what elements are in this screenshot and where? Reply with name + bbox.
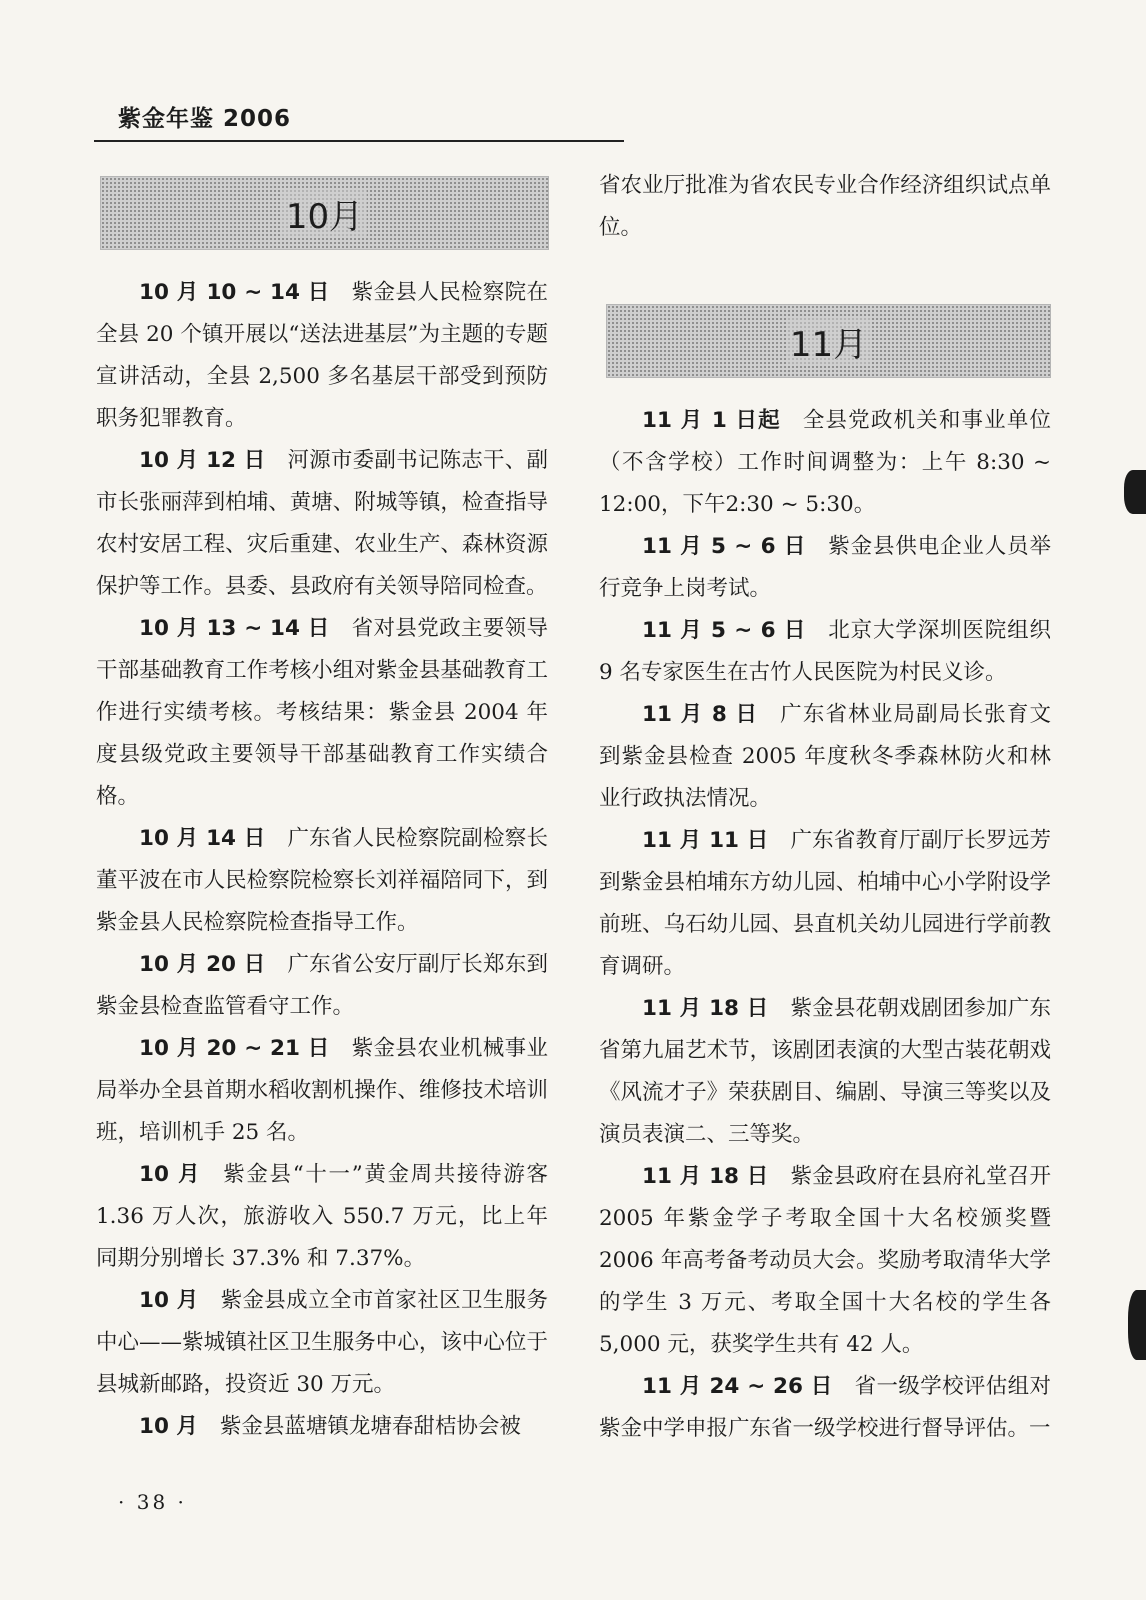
entry-date: 10 月 12 日 [139,448,266,473]
entry-text: 广东省公安厅副厅长郑东到紫金县检查监管看守工作。 [96,952,548,1019]
entry-text: 省对县党政主要领导干部基础教育工作考核小组对紫金县基础教育工作进行实绩考核。考核结果：紫金县 2004 年度县级党政主要领导干部基础教育工作实绩合格。 [96,616,548,809]
list-item [599,400,1051,526]
entry-date: 11 月 8 日 [642,702,759,727]
list-item [599,820,1051,988]
entry-date: 11 月 18 日 [642,1164,769,1189]
list-item [599,988,1051,1156]
entry-text: 紫金县政府在县府礼堂召开 2005 年紫金学子考取全国十大名校颁奖暨 2006 年高考备考动员大会。奖励考取清华大学的学生 3 万元、考取全国十大名校的学生各 5,000 元，获奖学生共有 42 人。 [599,1164,1051,1357]
right-column-november [599,400,1051,1450]
entry-text: 紫金县花朝戏剧团参加广东省第九届艺术节，该剧团表演的大型古装花朝戏《风流才子》荣获剧目、编剧、导演三等奖以及演员表演二、三等奖。 [599,996,1051,1147]
october-heading: 10月 [282,189,367,238]
entry-text: 河源市委副书记陈志干、副市长张丽萍到柏埔、黄塘、附城等镇，检查指导农村安居工程、灾后重建、农业生产、森林资源保护等工作。县委、县政府有关领导陪同检查。 [96,448,548,599]
entry-text: 紫金县蓝塘镇龙塘春甜桔协会被 [219,1414,521,1439]
entry-text: 广东省教育厅副厅长罗远芳到紫金县柏埔东方幼儿园、柏埔中心小学附设学前班、乌石幼儿园、县直机关幼儿园进行学前教育调研。 [599,828,1051,979]
entry-date: 10 月 [139,1162,202,1187]
list-item [599,526,1051,610]
entry-date: 11 月 5 ~ 6 日 [642,534,807,559]
list-item [96,944,548,1028]
right-column [599,165,1051,249]
scan-edge-mark [1124,470,1146,514]
entry-text: 紫金县“十一”黄金周共接待游客 1.36 万人次，旅游收入 550.7 万元，比上年同期分别增长 37.3% 和 7.37%。 [96,1162,549,1271]
list-item [96,440,548,608]
entry-text: 紫金县农业机械事业局举办全县首期水稻收割机操作、维修技术培训班，培训机手 25 名。 [96,1036,548,1145]
october-heading-box [100,176,549,250]
left-column [96,272,548,1448]
header-rule [94,140,624,142]
continuation-text: 省农业厅批准为省农民专业合作经济组织试点单位。 [599,173,1051,240]
list-item [96,608,548,818]
entry-date: 11 月 18 日 [642,996,769,1021]
list-item [96,1280,548,1406]
entry-date: 10 月 13 ~ 14 日 [139,616,330,641]
entry-text: 紫金县供电企业人员举行竞争上岗考试。 [599,534,1051,601]
entry-date: 11 月 5 ~ 6 日 [642,618,807,643]
list-item [96,818,548,944]
entry-date: 10 月 14 日 [139,826,266,851]
entry-text: 全县党政机关和事业单位（不含学校）工作时间调整为：上午 8:30 ~ 12:00，下午2:30 ~ 5:30。 [599,408,1051,517]
entry-date: 11 月 1 日起 [642,408,781,433]
entry-text: 广东省林业局副局长张育文到紫金县检查 2005 年度秋冬季森林防火和林业行政执法情况。 [599,702,1051,811]
entry-text: 北京大学深圳医院组织 9 名专家医生在古竹人民医院为村民义诊。 [599,618,1051,685]
list-item [96,1028,548,1154]
entry-date: 10 月 20 日 [139,952,266,977]
november-heading: 11月 [786,317,871,366]
list-item [599,694,1051,820]
entry-date: 11 月 24 ~ 26 日 [642,1374,833,1399]
entry-text: 紫金县人民检察院在全县 20 个镇开展以“送法进基层”为主题的专题宣讲活动，全县 2,500 多名基层干部受到预防职务犯罪教育。 [96,280,548,431]
list-item [96,1154,548,1280]
entry-date: 10 月 10 ~ 14 日 [139,280,330,305]
entry-date: 10 月 20 ~ 21 日 [139,1036,330,1061]
entry-text: 省一级学校评估组对紫金中学申报广东省一级学校进行督导评估。一 [599,1374,1051,1441]
entry-date: 11 月 11 日 [642,828,769,853]
list-item [599,1366,1051,1450]
entry-text: 紫金县成立全市首家社区卫生服务中心——紫城镇社区卫生服务中心，该中心位于县城新邮路，投资近 30 万元。 [96,1288,548,1397]
entry-text: 广东省人民检察院副检察长董平波在市人民检察院检察长刘祥福陪同下，到紫金县人民检察院检查指导工作。 [96,826,548,935]
scan-edge-mark [1128,1290,1146,1360]
november-heading-box [606,304,1051,378]
list-item [599,610,1051,694]
entry-date: 10 月 [139,1288,199,1313]
page-number: · 38 · [118,1490,187,1514]
entry-date: 10 月 [139,1414,198,1439]
list-item [96,1406,548,1448]
running-header-title: 紫金年鉴 2006 [118,106,292,132]
list-item [96,272,548,440]
list-item [599,1156,1051,1366]
